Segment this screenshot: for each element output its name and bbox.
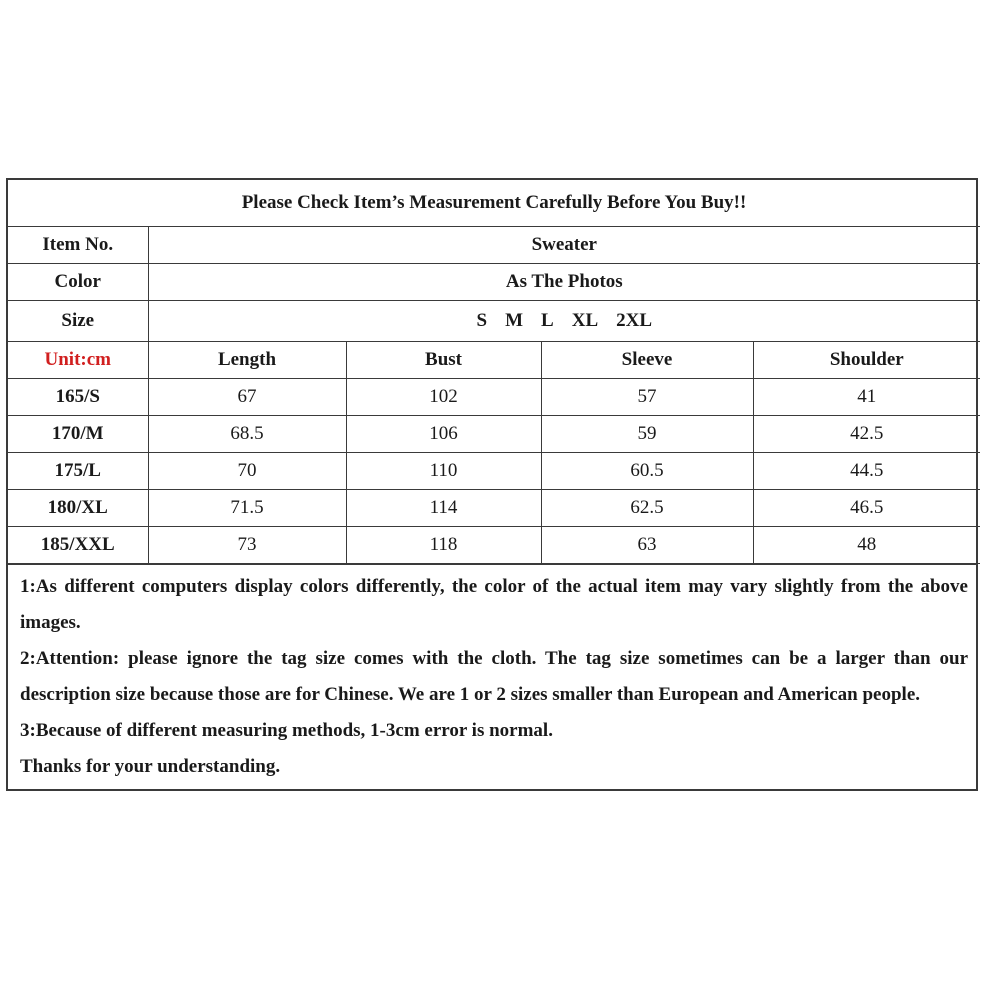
shoulder-value: 44.5 xyxy=(753,453,980,490)
table-row xyxy=(8,416,980,453)
bust-value: 106 xyxy=(346,416,541,453)
unit-label: Unit:cm xyxy=(8,342,148,379)
table-row xyxy=(8,453,980,490)
column-header-sleeve: Sleeve xyxy=(541,342,753,379)
note-tag-size: 2:Attention: please ignore the tag size comes with the cloth. The tag size sometimes can be a larger than our description size because those are for Chinese. We are 1 or 2 sizes smaller than European and American people. xyxy=(20,648,968,705)
shoulder-value: 48 xyxy=(753,527,980,564)
length-value: 71.5 xyxy=(148,490,346,527)
column-header-shoulder: Shoulder xyxy=(753,342,980,379)
column-header-bust: Bust xyxy=(346,342,541,379)
sleeve-value: 59 xyxy=(541,416,753,453)
bust-value: 118 xyxy=(346,527,541,564)
table-row xyxy=(8,379,980,416)
note-color-variance: 1:As different computers display colors differently, the color of the actual item may vary slightly from the above images. xyxy=(20,576,968,633)
size-option: 2XL xyxy=(616,310,653,331)
size-chart xyxy=(6,178,978,791)
size-option: L xyxy=(541,310,554,331)
size-chart-table xyxy=(8,180,980,564)
size-option: M xyxy=(505,310,524,331)
note-measuring-error: 3:Because of different measuring methods, 1-3cm error is normal. xyxy=(20,720,553,741)
row-size-label: 170/M xyxy=(8,416,148,453)
length-value: 70 xyxy=(148,453,346,490)
chart-title: Please Check Item’s Measurement Carefully Before You Buy!! xyxy=(8,180,980,227)
size-option: XL xyxy=(571,310,599,331)
title-row xyxy=(8,180,980,227)
measurement-header-row xyxy=(8,342,980,379)
table-row xyxy=(8,527,980,564)
bust-value: 114 xyxy=(346,490,541,527)
size-option: S xyxy=(476,310,488,331)
note-thanks: Thanks for your understanding. xyxy=(20,756,281,777)
shoulder-value: 41 xyxy=(753,379,980,416)
sleeve-value: 62.5 xyxy=(541,490,753,527)
color-value: As The Photos xyxy=(148,264,980,301)
bust-value: 102 xyxy=(346,379,541,416)
length-value: 68.5 xyxy=(148,416,346,453)
color-label: Color xyxy=(8,264,148,301)
row-size-label: 180/XL xyxy=(8,490,148,527)
bust-value: 110 xyxy=(346,453,541,490)
length-value: 73 xyxy=(148,527,346,564)
length-value: 67 xyxy=(148,379,346,416)
sleeve-value: 63 xyxy=(541,527,753,564)
sleeve-value: 60.5 xyxy=(541,453,753,490)
size-list xyxy=(148,301,980,342)
color-row xyxy=(8,264,980,301)
row-size-label: 165/S xyxy=(8,379,148,416)
shoulder-value: 46.5 xyxy=(753,490,980,527)
item-no-label: Item No. xyxy=(8,227,148,264)
table-row xyxy=(8,490,980,527)
size-row xyxy=(8,301,980,342)
shoulder-value: 42.5 xyxy=(753,416,980,453)
row-size-label: 185/XXL xyxy=(8,527,148,564)
row-size-label: 175/L xyxy=(8,453,148,490)
item-no-value: Sweater xyxy=(148,227,980,264)
size-label: Size xyxy=(8,301,148,342)
sleeve-value: 57 xyxy=(541,379,753,416)
item-row xyxy=(8,227,980,264)
column-header-length: Length xyxy=(148,342,346,379)
notes-section xyxy=(8,564,976,789)
